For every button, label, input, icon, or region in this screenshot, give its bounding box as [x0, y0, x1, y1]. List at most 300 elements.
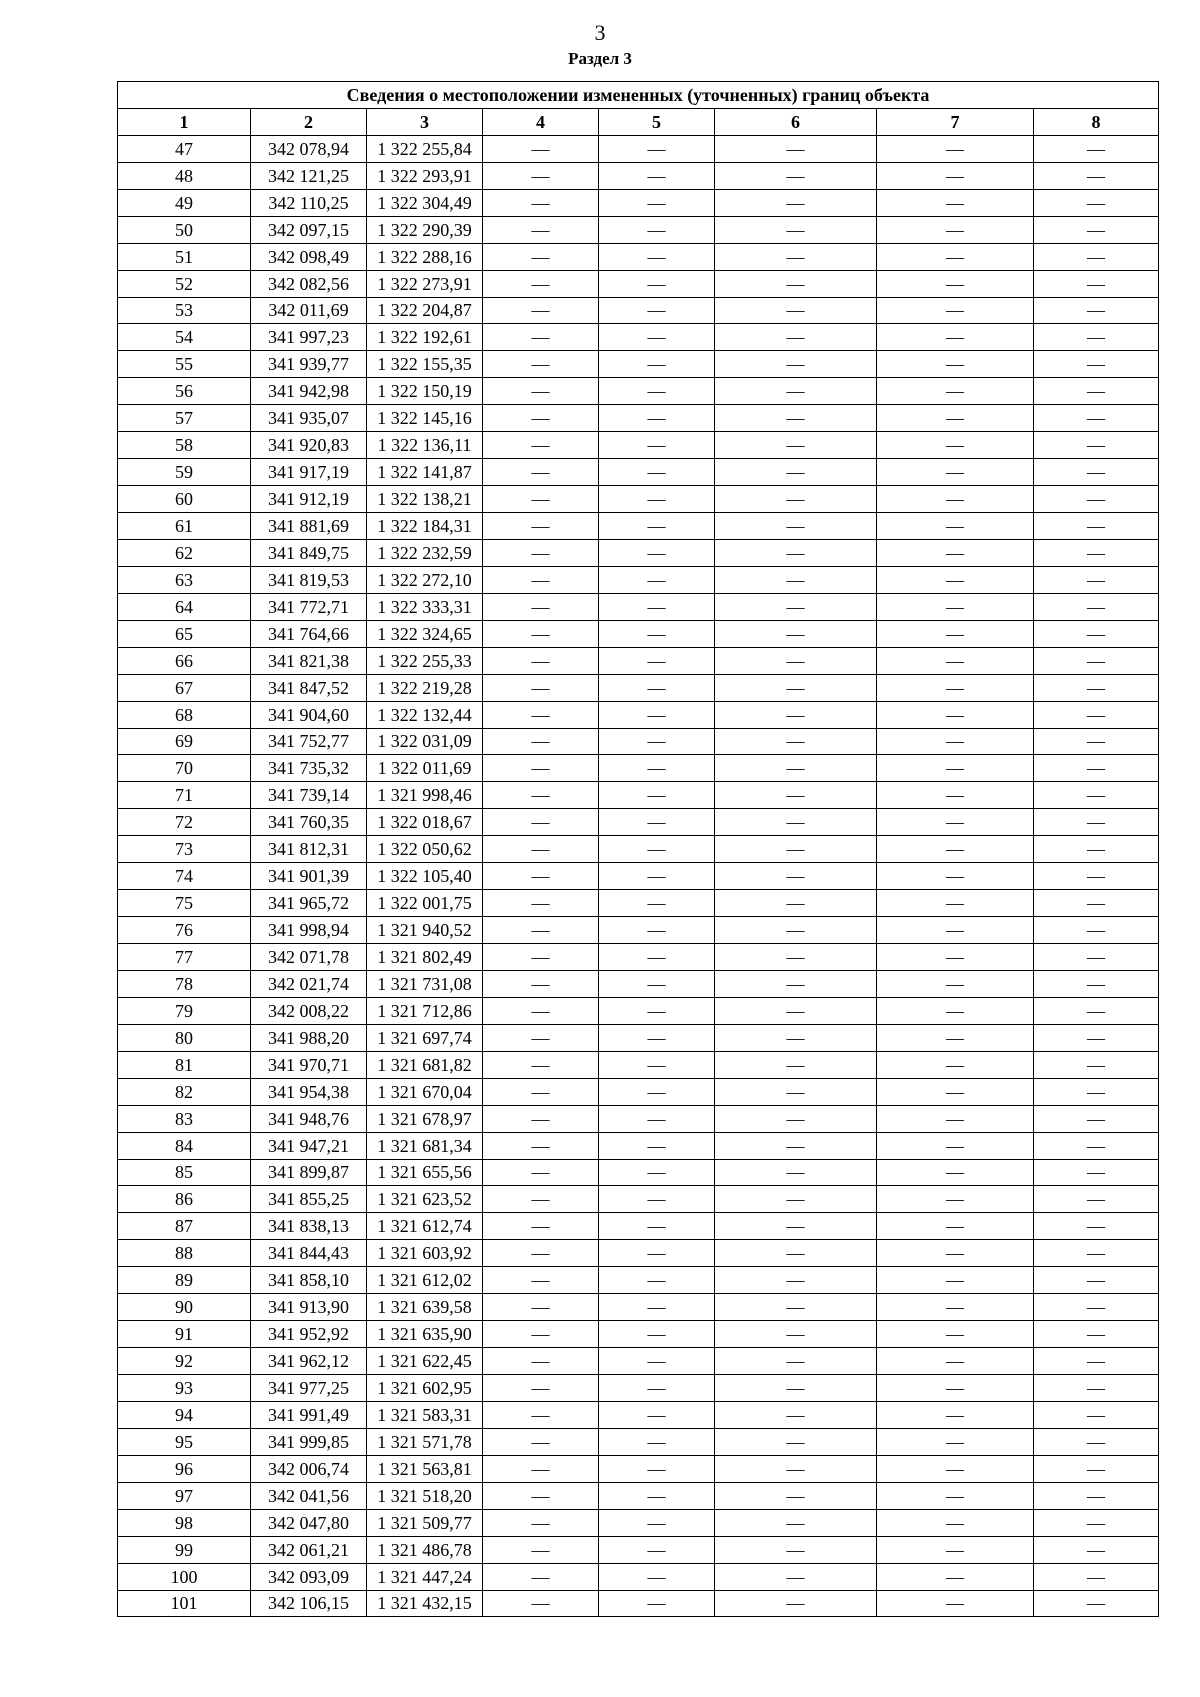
empty-dash-cell: —: [483, 432, 599, 459]
y-coordinate-cell: 1 321 447,24: [367, 1563, 483, 1590]
empty-dash-cell: —: [715, 297, 877, 324]
table-row: [118, 917, 1159, 944]
empty-dash-cell: —: [877, 647, 1034, 674]
empty-dash-cell: —: [599, 1213, 715, 1240]
empty-dash-cell: —: [483, 270, 599, 297]
column-header: 2: [251, 108, 367, 135]
y-coordinate-cell: 1 321 639,58: [367, 1294, 483, 1321]
column-header: 5: [599, 108, 715, 135]
empty-dash-cell: —: [483, 297, 599, 324]
y-coordinate-cell: 1 322 150,19: [367, 378, 483, 405]
table-row: [118, 1240, 1159, 1267]
y-coordinate-cell: 1 321 602,95: [367, 1375, 483, 1402]
empty-dash-cell: —: [483, 1051, 599, 1078]
empty-dash-cell: —: [1034, 270, 1159, 297]
empty-dash-cell: —: [1034, 1428, 1159, 1455]
empty-dash-cell: —: [483, 944, 599, 971]
x-coordinate-cell: 341 954,38: [251, 1078, 367, 1105]
empty-dash-cell: —: [599, 1509, 715, 1536]
table-row: [118, 162, 1159, 189]
table-row: [118, 863, 1159, 890]
point-number-cell: 69: [118, 728, 251, 755]
x-coordinate-cell: 341 821,38: [251, 647, 367, 674]
x-coordinate-cell: 341 917,19: [251, 459, 367, 486]
point-number-cell: 78: [118, 970, 251, 997]
point-number-cell: 79: [118, 997, 251, 1024]
empty-dash-cell: —: [1034, 944, 1159, 971]
empty-dash-cell: —: [1034, 701, 1159, 728]
x-coordinate-cell: 341 819,53: [251, 566, 367, 593]
empty-dash-cell: —: [715, 674, 877, 701]
empty-dash-cell: —: [715, 1401, 877, 1428]
table-row: [118, 243, 1159, 270]
empty-dash-cell: —: [599, 890, 715, 917]
x-coordinate-cell: 341 904,60: [251, 701, 367, 728]
empty-dash-cell: —: [877, 674, 1034, 701]
y-coordinate-cell: 1 321 802,49: [367, 944, 483, 971]
empty-dash-cell: —: [877, 351, 1034, 378]
empty-dash-cell: —: [715, 809, 877, 836]
empty-dash-cell: —: [715, 728, 877, 755]
empty-dash-cell: —: [599, 944, 715, 971]
x-coordinate-cell: 341 939,77: [251, 351, 367, 378]
empty-dash-cell: —: [877, 1563, 1034, 1590]
empty-dash-cell: —: [483, 836, 599, 863]
empty-dash-cell: —: [1034, 486, 1159, 513]
y-coordinate-cell: 1 322 141,87: [367, 459, 483, 486]
empty-dash-cell: —: [715, 539, 877, 566]
empty-dash-cell: —: [483, 970, 599, 997]
empty-dash-cell: —: [1034, 1348, 1159, 1375]
empty-dash-cell: —: [599, 1294, 715, 1321]
section-title: Раздел 3: [568, 49, 632, 68]
x-coordinate-cell: 342 006,74: [251, 1455, 367, 1482]
empty-dash-cell: —: [1034, 378, 1159, 405]
x-coordinate-cell: 341 997,23: [251, 324, 367, 351]
y-coordinate-cell: 1 321 432,15: [367, 1590, 483, 1617]
empty-dash-cell: —: [877, 405, 1034, 432]
empty-dash-cell: —: [599, 1159, 715, 1186]
empty-dash-cell: —: [483, 1240, 599, 1267]
column-header: 8: [1034, 108, 1159, 135]
point-number-cell: 84: [118, 1132, 251, 1159]
point-number-cell: 53: [118, 297, 251, 324]
table-row: [118, 1105, 1159, 1132]
empty-dash-cell: —: [715, 1294, 877, 1321]
x-coordinate-cell: 341 998,94: [251, 917, 367, 944]
empty-dash-cell: —: [599, 917, 715, 944]
table-row: [118, 728, 1159, 755]
empty-dash-cell: —: [877, 1455, 1034, 1482]
empty-dash-cell: —: [483, 513, 599, 540]
table-row: [118, 1051, 1159, 1078]
empty-dash-cell: —: [877, 1105, 1034, 1132]
empty-dash-cell: —: [599, 378, 715, 405]
point-number-cell: 51: [118, 243, 251, 270]
table-row: [118, 1590, 1159, 1617]
empty-dash-cell: —: [483, 1213, 599, 1240]
empty-dash-cell: —: [1034, 216, 1159, 243]
column-header-row: [118, 108, 1159, 135]
x-coordinate-cell: 342 071,78: [251, 944, 367, 971]
y-coordinate-cell: 1 322 272,10: [367, 566, 483, 593]
empty-dash-cell: —: [1034, 1375, 1159, 1402]
table-row: [118, 701, 1159, 728]
x-coordinate-cell: 341 962,12: [251, 1348, 367, 1375]
empty-dash-cell: —: [1034, 351, 1159, 378]
x-coordinate-cell: 341 735,32: [251, 755, 367, 782]
table-caption: Сведения о местоположении измененных (уточненных) границ объекта: [118, 82, 1159, 109]
empty-dash-cell: —: [715, 216, 877, 243]
empty-dash-cell: —: [715, 1321, 877, 1348]
empty-dash-cell: —: [877, 701, 1034, 728]
point-number-cell: 56: [118, 378, 251, 405]
point-number-cell: 90: [118, 1294, 251, 1321]
empty-dash-cell: —: [877, 1321, 1034, 1348]
empty-dash-cell: —: [483, 1536, 599, 1563]
empty-dash-cell: —: [1034, 1132, 1159, 1159]
empty-dash-cell: —: [877, 1078, 1034, 1105]
y-coordinate-cell: 1 321 563,81: [367, 1455, 483, 1482]
empty-dash-cell: —: [483, 1321, 599, 1348]
empty-dash-cell: —: [877, 1509, 1034, 1536]
empty-dash-cell: —: [599, 351, 715, 378]
point-number-cell: 91: [118, 1321, 251, 1348]
empty-dash-cell: —: [599, 216, 715, 243]
empty-dash-cell: —: [877, 324, 1034, 351]
empty-dash-cell: —: [715, 836, 877, 863]
empty-dash-cell: —: [599, 432, 715, 459]
empty-dash-cell: —: [715, 890, 877, 917]
y-coordinate-cell: 1 321 998,46: [367, 782, 483, 809]
x-coordinate-cell: 342 047,80: [251, 1509, 367, 1536]
empty-dash-cell: —: [599, 1186, 715, 1213]
table-row: [118, 513, 1159, 540]
y-coordinate-cell: 1 321 509,77: [367, 1509, 483, 1536]
table-row: [118, 539, 1159, 566]
empty-dash-cell: —: [877, 944, 1034, 971]
empty-dash-cell: —: [715, 1159, 877, 1186]
empty-dash-cell: —: [715, 1455, 877, 1482]
empty-dash-cell: —: [877, 297, 1034, 324]
empty-dash-cell: —: [483, 728, 599, 755]
y-coordinate-cell: 1 322 192,61: [367, 324, 483, 351]
empty-dash-cell: —: [715, 1078, 877, 1105]
y-coordinate-cell: 1 322 031,09: [367, 728, 483, 755]
y-coordinate-cell: 1 322 138,21: [367, 486, 483, 513]
y-coordinate-cell: 1 322 001,75: [367, 890, 483, 917]
empty-dash-cell: —: [1034, 566, 1159, 593]
point-number-cell: 96: [118, 1455, 251, 1482]
y-coordinate-cell: 1 321 612,74: [367, 1213, 483, 1240]
empty-dash-cell: —: [877, 1482, 1034, 1509]
y-coordinate-cell: 1 321 940,52: [367, 917, 483, 944]
y-coordinate-cell: 1 322 255,84: [367, 135, 483, 162]
empty-dash-cell: —: [1034, 970, 1159, 997]
table-row: [118, 809, 1159, 836]
y-coordinate-cell: 1 321 623,52: [367, 1186, 483, 1213]
column-header: 4: [483, 108, 599, 135]
point-number-cell: 61: [118, 513, 251, 540]
y-coordinate-cell: 1 321 681,34: [367, 1132, 483, 1159]
table-row: [118, 836, 1159, 863]
x-coordinate-cell: 342 021,74: [251, 970, 367, 997]
empty-dash-cell: —: [877, 1590, 1034, 1617]
point-number-cell: 95: [118, 1428, 251, 1455]
point-number-cell: 71: [118, 782, 251, 809]
empty-dash-cell: —: [877, 378, 1034, 405]
table-row: [118, 997, 1159, 1024]
empty-dash-cell: —: [715, 997, 877, 1024]
point-number-cell: 101: [118, 1590, 251, 1617]
empty-dash-cell: —: [877, 459, 1034, 486]
empty-dash-cell: —: [483, 1024, 599, 1051]
point-number-cell: 88: [118, 1240, 251, 1267]
empty-dash-cell: —: [599, 970, 715, 997]
empty-dash-cell: —: [599, 755, 715, 782]
empty-dash-cell: —: [715, 1590, 877, 1617]
empty-dash-cell: —: [1034, 647, 1159, 674]
y-coordinate-cell: 1 322 145,16: [367, 405, 483, 432]
point-number-cell: 77: [118, 944, 251, 971]
empty-dash-cell: —: [483, 1159, 599, 1186]
empty-dash-cell: —: [483, 755, 599, 782]
empty-dash-cell: —: [483, 620, 599, 647]
empty-dash-cell: —: [1034, 1213, 1159, 1240]
table-row: [118, 1536, 1159, 1563]
table-row: [118, 216, 1159, 243]
empty-dash-cell: —: [1034, 593, 1159, 620]
y-coordinate-cell: 1 321 612,02: [367, 1267, 483, 1294]
point-number-cell: 70: [118, 755, 251, 782]
y-coordinate-cell: 1 322 288,16: [367, 243, 483, 270]
empty-dash-cell: —: [599, 1482, 715, 1509]
empty-dash-cell: —: [715, 1213, 877, 1240]
empty-dash-cell: —: [483, 1590, 599, 1617]
empty-dash-cell: —: [1034, 1159, 1159, 1186]
point-number-cell: 52: [118, 270, 251, 297]
empty-dash-cell: —: [599, 1563, 715, 1590]
empty-dash-cell: —: [715, 755, 877, 782]
empty-dash-cell: —: [877, 890, 1034, 917]
point-number-cell: 86: [118, 1186, 251, 1213]
empty-dash-cell: —: [715, 1563, 877, 1590]
empty-dash-cell: —: [715, 162, 877, 189]
empty-dash-cell: —: [483, 1482, 599, 1509]
point-number-cell: 68: [118, 701, 251, 728]
empty-dash-cell: —: [715, 593, 877, 620]
empty-dash-cell: —: [599, 297, 715, 324]
empty-dash-cell: —: [483, 1348, 599, 1375]
empty-dash-cell: —: [1034, 135, 1159, 162]
empty-dash-cell: —: [1034, 1105, 1159, 1132]
empty-dash-cell: —: [599, 836, 715, 863]
point-number-cell: 98: [118, 1509, 251, 1536]
point-number-cell: 54: [118, 324, 251, 351]
x-coordinate-cell: 341 942,98: [251, 378, 367, 405]
y-coordinate-cell: 1 321 486,78: [367, 1536, 483, 1563]
empty-dash-cell: —: [715, 566, 877, 593]
empty-dash-cell: —: [483, 809, 599, 836]
empty-dash-cell: —: [1034, 755, 1159, 782]
y-coordinate-cell: 1 322 155,35: [367, 351, 483, 378]
table-row: [118, 1401, 1159, 1428]
empty-dash-cell: —: [715, 324, 877, 351]
empty-dash-cell: —: [877, 863, 1034, 890]
x-coordinate-cell: 341 965,72: [251, 890, 367, 917]
x-coordinate-cell: 341 913,90: [251, 1294, 367, 1321]
empty-dash-cell: —: [877, 1294, 1034, 1321]
empty-dash-cell: —: [877, 1375, 1034, 1402]
empty-dash-cell: —: [1034, 189, 1159, 216]
point-number-cell: 94: [118, 1401, 251, 1428]
point-number-cell: 47: [118, 135, 251, 162]
empty-dash-cell: —: [1034, 297, 1159, 324]
table-row: [118, 647, 1159, 674]
empty-dash-cell: —: [877, 1213, 1034, 1240]
table-row: [118, 1455, 1159, 1482]
empty-dash-cell: —: [1034, 1536, 1159, 1563]
y-coordinate-cell: 1 322 219,28: [367, 674, 483, 701]
x-coordinate-cell: 341 847,52: [251, 674, 367, 701]
y-coordinate-cell: 1 321 712,86: [367, 997, 483, 1024]
empty-dash-cell: —: [599, 593, 715, 620]
empty-dash-cell: —: [715, 1024, 877, 1051]
empty-dash-cell: —: [1034, 459, 1159, 486]
empty-dash-cell: —: [599, 135, 715, 162]
empty-dash-cell: —: [599, 809, 715, 836]
x-coordinate-cell: 342 093,09: [251, 1563, 367, 1590]
table-row: [118, 944, 1159, 971]
empty-dash-cell: —: [599, 1590, 715, 1617]
empty-dash-cell: —: [483, 486, 599, 513]
empty-dash-cell: —: [483, 647, 599, 674]
empty-dash-cell: —: [877, 917, 1034, 944]
empty-dash-cell: —: [715, 1105, 877, 1132]
empty-dash-cell: —: [483, 539, 599, 566]
empty-dash-cell: —: [599, 486, 715, 513]
empty-dash-cell: —: [599, 1348, 715, 1375]
empty-dash-cell: —: [877, 1132, 1034, 1159]
empty-dash-cell: —: [599, 324, 715, 351]
table-row: [118, 189, 1159, 216]
point-number-cell: 82: [118, 1078, 251, 1105]
x-coordinate-cell: 341 844,43: [251, 1240, 367, 1267]
empty-dash-cell: —: [877, 970, 1034, 997]
empty-dash-cell: —: [483, 674, 599, 701]
empty-dash-cell: —: [1034, 620, 1159, 647]
empty-dash-cell: —: [715, 1348, 877, 1375]
y-coordinate-cell: 1 321 731,08: [367, 970, 483, 997]
empty-dash-cell: —: [599, 782, 715, 809]
empty-dash-cell: —: [877, 1536, 1034, 1563]
point-number-cell: 73: [118, 836, 251, 863]
empty-dash-cell: —: [599, 405, 715, 432]
empty-dash-cell: —: [599, 647, 715, 674]
table-row: [118, 405, 1159, 432]
empty-dash-cell: —: [483, 863, 599, 890]
empty-dash-cell: —: [1034, 674, 1159, 701]
point-number-cell: 74: [118, 863, 251, 890]
empty-dash-cell: —: [877, 728, 1034, 755]
empty-dash-cell: —: [877, 755, 1034, 782]
empty-dash-cell: —: [715, 863, 877, 890]
x-coordinate-cell: 342 082,56: [251, 270, 367, 297]
y-coordinate-cell: 1 322 184,31: [367, 513, 483, 540]
empty-dash-cell: —: [483, 162, 599, 189]
empty-dash-cell: —: [715, 270, 877, 297]
y-coordinate-cell: 1 321 583,31: [367, 1401, 483, 1428]
x-coordinate-cell: 342 061,21: [251, 1536, 367, 1563]
x-coordinate-cell: 341 991,49: [251, 1401, 367, 1428]
empty-dash-cell: —: [599, 620, 715, 647]
empty-dash-cell: —: [483, 701, 599, 728]
empty-dash-cell: —: [715, 351, 877, 378]
table-row: [118, 486, 1159, 513]
empty-dash-cell: —: [1034, 836, 1159, 863]
empty-dash-cell: —: [877, 486, 1034, 513]
empty-dash-cell: —: [715, 189, 877, 216]
y-coordinate-cell: 1 321 678,97: [367, 1105, 483, 1132]
empty-dash-cell: —: [483, 1375, 599, 1402]
empty-dash-cell: —: [1034, 1186, 1159, 1213]
empty-dash-cell: —: [877, 243, 1034, 270]
table-row: [118, 755, 1159, 782]
empty-dash-cell: —: [877, 513, 1034, 540]
empty-dash-cell: —: [715, 620, 877, 647]
point-number-cell: 59: [118, 459, 251, 486]
point-number-cell: 60: [118, 486, 251, 513]
x-coordinate-cell: 341 920,83: [251, 432, 367, 459]
empty-dash-cell: —: [1034, 1563, 1159, 1590]
empty-dash-cell: —: [715, 1186, 877, 1213]
y-coordinate-cell: 1 322 255,33: [367, 647, 483, 674]
empty-dash-cell: —: [877, 997, 1034, 1024]
x-coordinate-cell: 341 764,66: [251, 620, 367, 647]
y-coordinate-cell: 1 321 697,74: [367, 1024, 483, 1051]
empty-dash-cell: —: [1034, 162, 1159, 189]
empty-dash-cell: —: [483, 378, 599, 405]
x-coordinate-cell: 341 899,87: [251, 1159, 367, 1186]
column-header: 7: [877, 108, 1034, 135]
empty-dash-cell: —: [599, 1132, 715, 1159]
table-row: [118, 1078, 1159, 1105]
empty-dash-cell: —: [877, 782, 1034, 809]
point-number-cell: 83: [118, 1105, 251, 1132]
empty-dash-cell: —: [877, 1159, 1034, 1186]
x-coordinate-cell: 342 041,56: [251, 1482, 367, 1509]
y-coordinate-cell: 1 322 290,39: [367, 216, 483, 243]
table-body: [118, 135, 1159, 1617]
empty-dash-cell: —: [599, 1375, 715, 1402]
empty-dash-cell: —: [599, 270, 715, 297]
y-coordinate-cell: 1 322 204,87: [367, 297, 483, 324]
empty-dash-cell: —: [715, 917, 877, 944]
table-row: [118, 135, 1159, 162]
x-coordinate-cell: 341 947,21: [251, 1132, 367, 1159]
empty-dash-cell: —: [599, 459, 715, 486]
point-number-cell: 75: [118, 890, 251, 917]
empty-dash-cell: —: [1034, 1240, 1159, 1267]
empty-dash-cell: —: [877, 539, 1034, 566]
empty-dash-cell: —: [877, 135, 1034, 162]
empty-dash-cell: —: [1034, 863, 1159, 890]
empty-dash-cell: —: [715, 405, 877, 432]
empty-dash-cell: —: [877, 189, 1034, 216]
x-coordinate-cell: 341 977,25: [251, 1375, 367, 1402]
table-row: [118, 1186, 1159, 1213]
point-number-cell: 89: [118, 1267, 251, 1294]
